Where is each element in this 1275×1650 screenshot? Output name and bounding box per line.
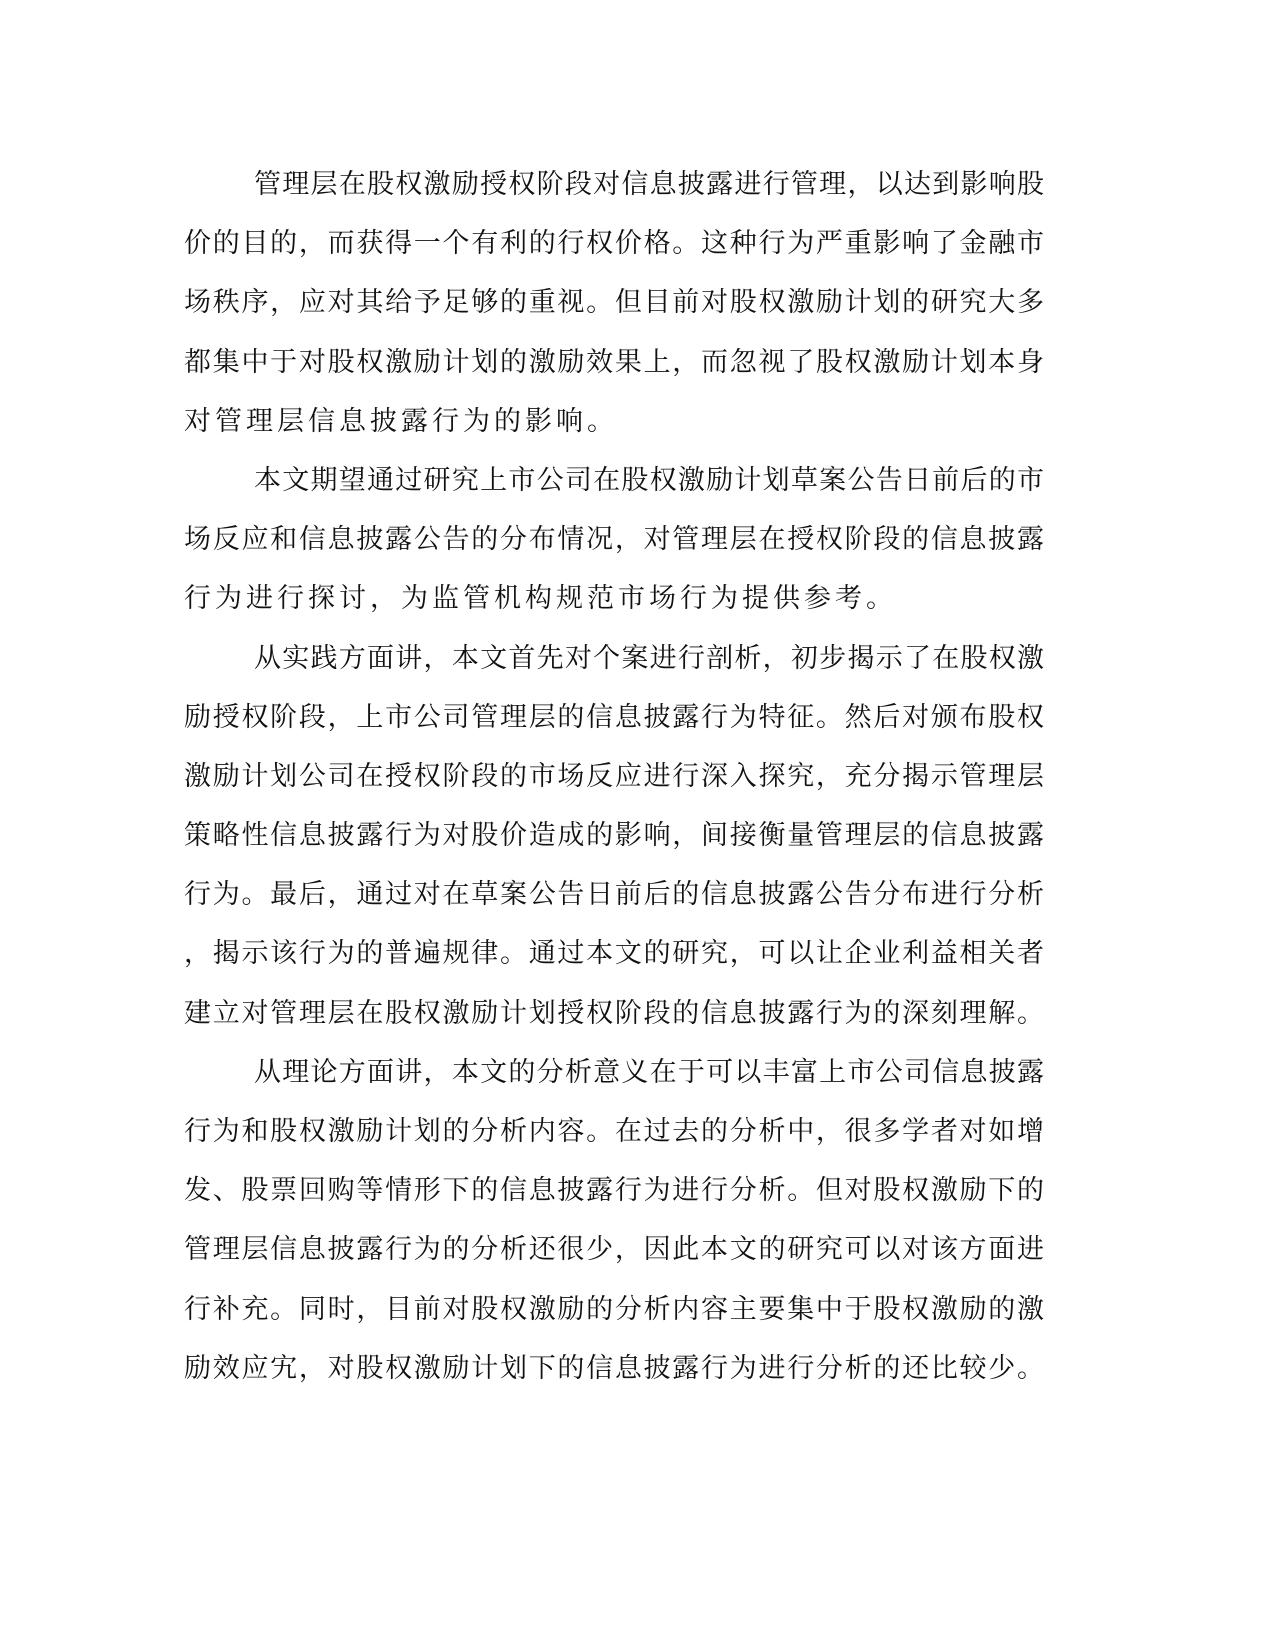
paragraph-2 (184, 451, 1044, 629)
paragraph-4 (184, 1043, 1044, 1398)
text-line: 从实践方面讲，本文首先对个案进行剖析，初步揭示了在股权激 (254, 642, 1044, 674)
text-line: 行为进行探讨，为监管机构规范市场行为提供参考。 (184, 583, 897, 615)
text-line: 场反应和信息披露公告的分布情况，对管理层在授权阶段的信息披露 (184, 524, 1044, 556)
text-line: 场秩序，应对其给予足够的重视。但目前对股权激励计划的研究大多 (184, 287, 1044, 319)
paragraph-1 (184, 155, 1044, 451)
text-line: 行补充。同时，目前对股权激励的分析内容主要集中于股权激励的激 (184, 1293, 1044, 1325)
text-line: 发、股票回购等情形下的信息披露行为进行分析。但对股权激励下的 (184, 1175, 1044, 1207)
text-line: 本文期望通过研究上市公司在股权激励计划草案公告日前后的市 (254, 464, 1044, 496)
text-line: 激励计划公司在授权阶段的市场反应进行深入探究，充分揭示管理层 (184, 760, 1044, 792)
text-line: 行为和股权激励计划的分析内容。在过去的分析中，很多学者对如增 (184, 1116, 1044, 1147)
text-line: ，揭示该行为的普遍规律。通过本文的研究，可以让企业利益相关者 (184, 938, 1044, 970)
text-line: 都集中于对股权激励计划的激励效果上，而忽视了股权激励计划本身 (184, 346, 1044, 378)
body-text (184, 155, 1044, 1398)
text-line: 管理层信息披露行为的分析还很少，因此本文的研究可以对该方面进 (184, 1234, 1044, 1266)
paragraph-3 (184, 629, 1044, 1043)
text-line: 建立对管理层在股权激励计划授权阶段的信息披露行为的深刻理解。 (184, 997, 1044, 1029)
text-line: 对管理层信息披露行为的影响。 (184, 405, 618, 437)
text-line: 励授权阶段，上市公司管理层的信息披露行为特征。然后对颁布股权 (184, 701, 1044, 733)
text-line: 从理论方面讲，本文的分析意义在于可以丰富上市公司信息披露 (254, 1056, 1044, 1088)
text-line: 励效应宄，对股权激励计划下的信息披露行为进行分析的还比较少。 (184, 1352, 1044, 1384)
text-line: 管理层在股权激励授权阶段对信息披露进行管理，以达到影响股 (254, 169, 1044, 200)
text-line: 价的目的，而获得一个有利的行权价格。这种行为严重影响了金融市 (184, 228, 1044, 260)
text-line: 行为。最后，通过对在草案公告日前后的信息披露公告分布进行分析 (184, 879, 1044, 911)
text-line: 策略性信息披露行为对股价造成的影响，间接衡量管理层的信息披露 (184, 820, 1044, 852)
